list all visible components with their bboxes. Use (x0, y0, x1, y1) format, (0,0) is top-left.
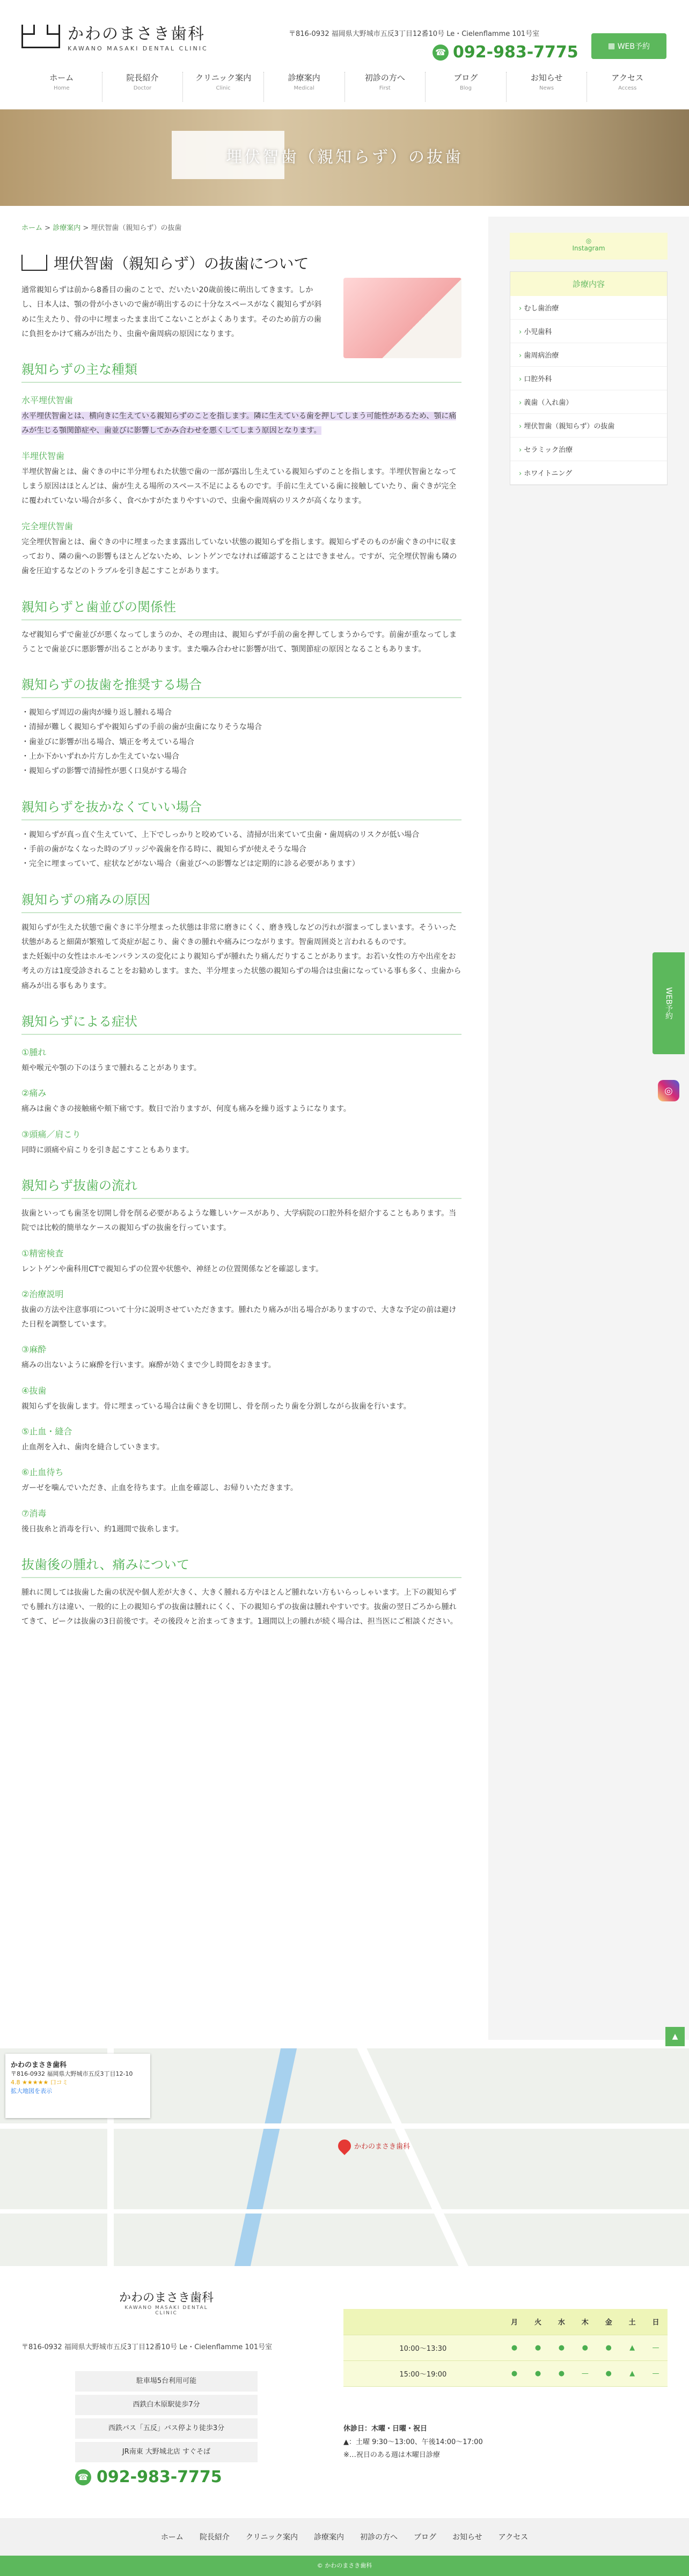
sidebar-item-caries[interactable]: › むし歯治療 (510, 296, 667, 320)
section-title: 親知らずを抜かなくていい場合 (21, 796, 461, 820)
step-text: 痛みの出ないように麻酔を行います。麻酔が効くまで少し時間をおきます。 (21, 1361, 276, 1370)
nav-sublabel: Clinic (216, 85, 231, 91)
schedule-header-time (343, 2309, 503, 2335)
paragraph: 親知らずが生えた状態で歯ぐきに半分埋まった状態は非常に磨きにくく、磨き残しなどの汚れが溜まってしまいます。そういった状態があると細菌が繁殖して炎症が起こり、歯ぐきの腫れや痛みにつながります。智歯周囲炎と言われるものです。 (21, 923, 457, 946)
floating-web-reservation-button[interactable]: WEB予約 (653, 952, 685, 1054)
footer (0, 2266, 689, 2518)
step-title: ③麻酔 (21, 1344, 47, 1355)
nav-label: クリニック案内 (195, 73, 252, 83)
schedule-mark: ● (597, 2360, 620, 2386)
map-card-address: 〒816-0932 福岡県大野城市五反3丁目12-10 (11, 2070, 133, 2077)
list-item: ・ 手前の歯がなくなった時のブリッジや義歯を作る時に、親知らずが使えそうな場合 (21, 842, 461, 857)
sidebar-item-dentures[interactable]: › 義歯（入れ歯） (510, 390, 667, 414)
schedule-mark: ● (503, 2335, 526, 2360)
paragraph: また妊娠中の女性はホルモンバランスの変化により親知らずが腫れたり痛んだりすることがあります。お若い女性の方や出産をお考えの方は1度受診されることをお勧めします。また、半分埋まった状態の親知らずの場合は虫歯になっている事も多く、虫歯から痛みが出る事もあります。 (21, 952, 461, 990)
schedule-mark: — (644, 2360, 668, 2386)
schedule-note: ▲：土曜 9:30〜13:00、午後14:00〜17:00 (343, 2438, 483, 2446)
highlight-text: 水平埋伏智歯とは、横向きに生えている親知らずのことを指します。隣に生えている歯を押してしまう可能性があるため、顎に痛みが生じる顎関節症や、歯並びに影響してかみ合わせを悪くしてしまう原因となります。 (21, 412, 457, 435)
nav-doctor[interactable] (102, 72, 184, 102)
step-title: ④抜歯 (21, 1385, 47, 1396)
schedule-mark: ● (526, 2335, 550, 2360)
nav-sublabel: Medical (294, 85, 314, 91)
nav-sublabel: Doctor (133, 85, 152, 91)
nav-label: 初診の方へ (364, 73, 405, 83)
web-reservation-button[interactable] (591, 33, 666, 59)
nav-first[interactable] (345, 72, 426, 102)
map-info-card (5, 2054, 150, 2118)
no-extraction-list (21, 828, 461, 872)
section-title: 親知らず抜歯の流れ (21, 1175, 461, 1199)
breadcrumb-sep: > (80, 224, 91, 232)
symptom-title: ①腫れ (21, 1047, 47, 1058)
footer-logo-name-en: KAWANO MASAKI DENTAL CLINIC (124, 2305, 208, 2316)
hero-title: 埋伏智歯（親知らず）の抜歯 (226, 148, 463, 167)
map-road (0, 2123, 689, 2129)
logo-name-en: KAWANO MASAKI DENTAL CLINIC (68, 45, 208, 52)
footer-nav-clinic[interactable]: クリニック案内 (245, 2533, 298, 2542)
schedule-notes (343, 2423, 483, 2462)
site-logo[interactable] (21, 20, 208, 52)
site-header (0, 0, 689, 62)
map-card-link[interactable]: 拡大地図を表示 (11, 2088, 52, 2094)
paragraph: 完全埋伏智歯とは、歯ぐきの中に埋まったまま露出していない状態の親知らずを指します。親知らずそのものが歯ぐきの中に収まっており、隣の歯への影響もほとんどないため、レントゲンでなければ確認することはできません。ですが、完全埋伏智歯も隣の歯を圧迫するなどのトラブルを引き起こすことがあります。 (21, 537, 457, 576)
footer-nav-news[interactable]: お知らせ (452, 2533, 482, 2542)
schedule-day: 日 (644, 2309, 668, 2335)
footer-nav-doctor[interactable]: 院長紹介 (199, 2533, 230, 2542)
list-item: ・ 親知らずの影響で清掃性が悪く口臭がする場合 (21, 764, 461, 779)
schedule-mark: ● (503, 2360, 526, 2386)
treatment-menu (510, 271, 668, 485)
intro-text: 通常親知らずは前から8番目の歯のことで、だいたい20歳前後に萌出してきます。しかし、日本人は、顎の骨が小さいので歯が萌出するのに十分なスペースがなく親知らずが斜めに生えたり、骨の中に埋まったまま出てこないことがよくあります。そのため前方の歯に負担をかけて痛みが出たり、虫歯や歯周病の原因になります。 (21, 286, 322, 338)
nav-sublabel: First (379, 85, 391, 91)
logo-mark-icon (21, 25, 60, 48)
section-title: 抜歯後の腫れ、痛みについて (21, 1554, 461, 1578)
nav-sublabel: Access (618, 85, 637, 91)
footer-nav-home[interactable]: ホーム (160, 2533, 184, 2542)
paragraph: 抜歯といっても歯茎を切開し骨を削る必要があるような難しいケースがあり、大学病院の口腔外科を紹介することもあります。当院では比較的簡単なケースの親知らずの抜歯を行っています。 (21, 1209, 457, 1233)
breadcrumb-home[interactable]: ホーム (21, 224, 43, 232)
symptom-text: 痛みは歯ぐきの接触痛や頬下痛です。数日で治りますが、何度も痛みを繰り返すようになります。 (21, 1105, 351, 1114)
footer-info-station: 西鉄白木原駅徒歩7分 (75, 2395, 258, 2415)
step-text: ガーゼを噛んでいただき、止血を待ちます。止血を確認し、お帰りいただきます。 (21, 1484, 298, 1493)
phone-icon: ☎ (75, 2469, 91, 2485)
step-title: ⑦消毒 (21, 1508, 47, 1519)
paragraph: 腫れに関しては抜歯した歯の状況や個人差が大きく、大きく腫れる方やほとんど腫れない方もいらっしゃいます。上下の親知らずでも腫れ方は違い、一般的に上の親知らずの抜歯は腫れにくく、下の親知らずの抜歯は腫れやすいです。抜歯の翌日ごろから腫れてきて、ピークは抜歯の3日前後です。その後段々と治まってきます。1週間以上の腫れが続く場合は、担当医にご相談ください。 (21, 1588, 458, 1626)
nav-medical[interactable] (264, 72, 345, 102)
step-title: ①精密検査 (21, 1248, 64, 1259)
schedule-mark: — (644, 2335, 668, 2360)
schedule-day: 水 (549, 2309, 573, 2335)
sidebar-item-oral-surgery[interactable]: › 口腔外科 (510, 367, 667, 390)
schedule-mark: — (573, 2360, 597, 2386)
nav-label: 診療案内 (288, 73, 320, 83)
map-road (0, 2209, 689, 2214)
instagram-icon: ◎ (585, 237, 592, 245)
hero-banner (0, 109, 689, 206)
global-nav (21, 72, 668, 102)
nav-home[interactable] (21, 72, 102, 102)
tooth-mark-icon (21, 255, 47, 271)
nav-sublabel: News (539, 85, 554, 91)
instagram-label: Instagram (572, 245, 605, 252)
schedule-day: 月 (503, 2309, 526, 2335)
map-card-rating: 4.8 ★★★★★ 口コミ (11, 2079, 68, 2086)
section-title: 親知らずの痛みの原因 (21, 889, 461, 913)
list-item: ・ 親知らずが真っ直ぐ生えていて、上下でしっかりと咬めている、清掃が出来ていて虫歯・歯周病のリスクが低い場合 (21, 828, 461, 842)
paragraph: 半埋伏智歯とは、歯ぐきの中に半分埋もれた状態で歯の一部が露出し生えている親知らずのことを指します。半埋伏智歯となってしまう原因はほとんどは、歯が生える場所のスペース不足によるものです。手前に生えている歯に接触していたり、歯ぐきが完全に覆われていない場合が多く、食べかすがたまりやすいので、虫歯や歯周病のリスクが高くなります。 (21, 467, 457, 506)
breadcrumb-sep: > (42, 224, 53, 232)
list-item: ・ 歯並びに影響が出る場合、矯正を考えている場合 (21, 735, 461, 750)
nav-sublabel: Home (54, 85, 70, 91)
step-title: ②治療説明 (21, 1289, 64, 1299)
nav-label: 院長紹介 (126, 73, 159, 83)
schedule-mark: ● (597, 2335, 620, 2360)
map-pin-label: かわのまさき歯科 (354, 2143, 411, 2151)
step-text: 親知らずを抜歯します。骨に埋まっている場合は歯ぐきを切開し、骨を削ったり歯を分割しながら抜歯を行います。 (21, 1402, 411, 1411)
nav-news[interactable] (507, 72, 588, 102)
map-card-name: かわのまさき歯科 (11, 2061, 67, 2069)
schedule-mark: ▲ (620, 2335, 644, 2360)
treatment-menu-title: 診療内容 (510, 272, 667, 296)
footer-info-parking: 駐車場5台利用可能 (75, 2371, 258, 2392)
breadcrumb (21, 222, 181, 232)
nav-label: アクセス (611, 73, 643, 83)
footer-nav-blog[interactable]: ブログ (413, 2533, 436, 2542)
main-content (21, 252, 461, 1630)
header-phone-number: 092-983-7775 (453, 43, 578, 62)
nav-label: ブログ (453, 73, 478, 83)
nav-access[interactable] (587, 72, 668, 102)
footer-address: 〒816-0932 福岡県大野城市五反3丁目12番10号 Le・Cielenflamme 101号室 (21, 2343, 273, 2351)
page-title (21, 252, 461, 273)
instagram-icon[interactable]: ◎ (658, 1080, 679, 1101)
footer-phone-number: 092-983-7775 (97, 2468, 222, 2486)
schedule-mark: ● (573, 2335, 597, 2360)
footer-logo-name: かわのまさき歯科 (119, 2291, 214, 2305)
subsection-title: 水平埋伏智歯 (21, 395, 74, 406)
calendar-icon: ▦ (608, 42, 618, 50)
step-text: 抜歯の方法や注意事項について十分に説明させていただきます。腫れたり痛みが出る場合がありますので、大きな予定の前は避けた日程を調整しています。 (21, 1305, 457, 1329)
nav-label: ホーム (49, 73, 74, 83)
schedule-time: 15:00〜19:00 (343, 2360, 503, 2386)
list-item: ・ 親知らず周辺の歯肉が繰り返し腫れる場合 (21, 706, 461, 720)
logo-name: かわのまさき歯科 (68, 25, 205, 43)
breadcrumb-current: 埋伏智歯（親知らず）の抜歯 (91, 224, 182, 232)
schedule-table (343, 2309, 668, 2387)
header-phone[interactable] (433, 43, 578, 62)
schedule-day: 土 (620, 2309, 644, 2335)
subsection-title: 半埋伏智歯 (21, 450, 65, 461)
schedule-time: 10:00〜13:30 (343, 2335, 503, 2360)
schedule-mark: ● (549, 2360, 573, 2386)
map-river (234, 2048, 297, 2266)
schedule-mark: ▲ (620, 2360, 644, 2386)
wisdom-tooth-illustration (343, 278, 461, 358)
section-title: 親知らずによる症状 (21, 1011, 461, 1035)
nav-blog[interactable] (426, 72, 507, 102)
sidebar (488, 217, 689, 2040)
instagram-link[interactable] (510, 233, 668, 260)
list-item: ・ 上か下かいずれか片方しか生えていない場合 (21, 750, 461, 764)
footer-nav-medical[interactable]: 診療案内 (313, 2533, 344, 2542)
page-title-text: 埋伏智歯（親知らず）の抜歯について (54, 255, 309, 272)
footer-nav-access[interactable]: アクセス (498, 2533, 529, 2542)
nav-clinic[interactable] (183, 72, 264, 102)
step-text: レントゲンや歯科用CTで親知らずの位置や状態や、神経との位置関係などを確認します。 (21, 1264, 324, 1274)
sidebar-item-pediatric[interactable]: › 小児歯科 (510, 320, 667, 343)
symptom-text: 同時に頭痛や肩こりを引き起こすこともあります。 (21, 1145, 194, 1154)
schedule-mark: ● (549, 2335, 573, 2360)
symptom-text: 頬や喉元や顎の下のほうまで腫れることがあります。 (21, 1064, 201, 1073)
footer-logo[interactable] (113, 2289, 220, 2316)
list-item: ・ 完全に埋まっていて、症状などがない場合（歯並びへの影響などは定期的に診る必要があります） (21, 857, 461, 871)
symptom-title: ③頭痛／肩こり (21, 1129, 81, 1139)
footer-phone[interactable] (75, 2468, 222, 2486)
nav-sublabel: Blog (459, 85, 472, 91)
sidebar-item-wisdom-tooth[interactable]: › 埋伏智歯（親知らず）の抜歯 (510, 414, 667, 438)
schedule-mark: ● (526, 2360, 550, 2386)
subsection-title: 完全埋伏智歯 (21, 521, 74, 531)
sidebar-item-periodontal[interactable]: › 歯周病治療 (510, 343, 667, 367)
footer-nav-first[interactable]: 初診の方へ (360, 2533, 398, 2542)
footer-info-bus: 西鉄バス「五反」バス停より徒歩3分 (75, 2418, 258, 2439)
extraction-recommended-list (21, 706, 461, 779)
step-title: ⑥止血待ち (21, 1467, 64, 1478)
breadcrumb-parent[interactable]: 診療案内 (53, 224, 81, 232)
schedule-day: 火 (526, 2309, 550, 2335)
sidebar-item-whitening[interactable]: › ホワイトニング (510, 461, 667, 485)
symptom-title: ②痛み (21, 1088, 47, 1099)
header-address: 〒816-0932 福岡県大野城市五反3丁目12番10号 Le・Cielenflamme 101号室 (289, 30, 540, 38)
page-top-button[interactable]: ▲ (665, 2027, 685, 2046)
section-title: 親知らずの主な種類 (21, 359, 461, 383)
sidebar-item-ceramic[interactable]: › セラミック治療 (510, 438, 667, 461)
paragraph: なぜ親知らずで歯並びが悪くなってしまうのか、その理由は、親知らずが手前の歯を押してしまうからです。前歯が重なってしまうことで歯並びに悪影響が出ることがあります。また噛み合わせに影響が出て、顎関節症の原因となることもあります。 (21, 630, 457, 654)
web-reservation-label: WEB予約 (617, 42, 650, 51)
schedule-day: 木 (573, 2309, 597, 2335)
closed-days: 休診日：木曜・日曜・祝日 (343, 2425, 428, 2433)
map-pin-icon[interactable] (335, 2137, 354, 2155)
section-title: 親知らずと歯並びの関係性 (21, 596, 461, 620)
copyright: © かわのまさき歯科 (0, 2556, 689, 2576)
section-title: 親知らずの抜歯を推奨する場合 (21, 674, 461, 698)
step-title: ⑤止血・縫合 (21, 1426, 72, 1437)
schedule-note: ※…祝日のある週は木曜日診療 (343, 2451, 440, 2460)
list-item: ・ 清掃が難しく親知らずや親知らずの手前の歯が虫歯になりそうな場合 (21, 720, 461, 735)
nav-label: お知らせ (530, 73, 563, 83)
schedule-day: 金 (597, 2309, 620, 2335)
step-text: 後日抜糸と消毒を行い、約1週間で抜糸します。 (21, 1524, 184, 1534)
footer-nav (0, 2518, 689, 2556)
footer-info-jr: JR南東 大野城北店 すぐそば (75, 2442, 258, 2462)
map-road (357, 2048, 468, 2266)
phone-icon: ☎ (433, 45, 449, 61)
google-map[interactable] (0, 2048, 689, 2266)
step-text: 止血剤を入れ、歯肉を縫合していきます。 (21, 1442, 164, 1452)
